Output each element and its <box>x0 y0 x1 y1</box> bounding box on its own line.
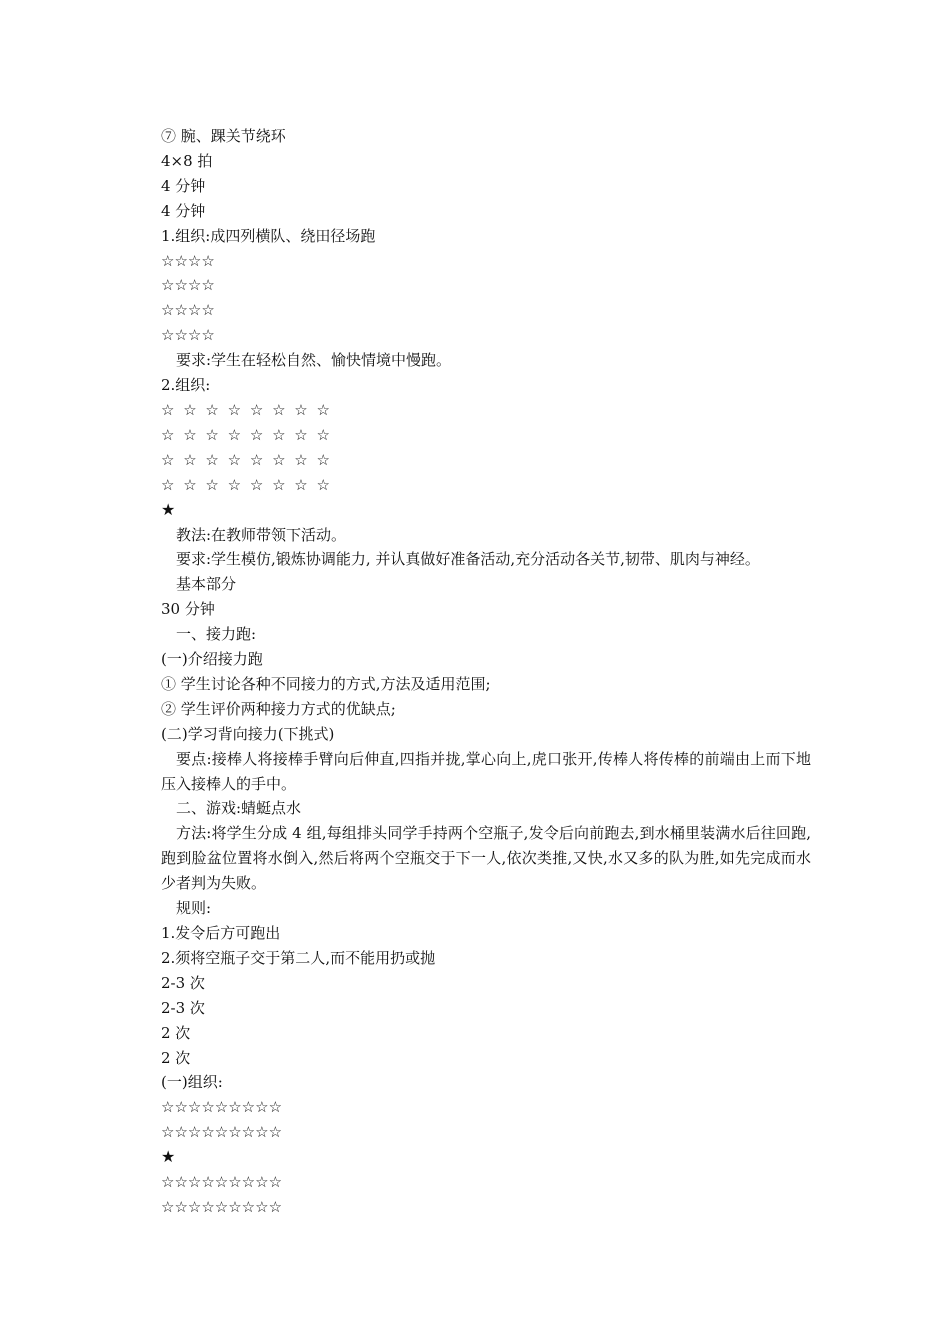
text-line: (一)组织: <box>161 1073 223 1092</box>
star-formation-row: ☆ ☆ ☆ ☆ ☆ ☆ ☆ ☆ <box>161 400 330 419</box>
rules-heading: 规则: <box>176 899 212 918</box>
text-line: 2-3 次 <box>161 973 205 992</box>
teacher-star-marker: ★ <box>161 1147 176 1167</box>
star-formation-row: ☆☆☆☆☆☆☆☆☆ <box>161 1197 283 1216</box>
text-line: 2 次 <box>161 1023 191 1042</box>
text-line: 2.组织: <box>161 376 211 395</box>
text-line: 4×8 拍 <box>161 151 213 170</box>
text-line: 1.组织:成四列横队、绕田径场跑 <box>161 226 376 245</box>
star-formation-row: ☆☆☆☆☆☆☆☆☆ <box>161 1173 283 1192</box>
text-line: (一)介绍接力跑 <box>161 650 263 669</box>
text-line: 2-3 次 <box>161 998 205 1017</box>
text-line: ① 学生讨论各种不同接力的方式,方法及适用范围; <box>161 674 491 693</box>
star-formation-row: ☆ ☆ ☆ ☆ ☆ ☆ ☆ ☆ <box>161 475 330 494</box>
document-body <box>161 124 811 1220</box>
method-paragraph: 教法:在教师带领下活动。 <box>176 525 347 544</box>
text-line: 4 分钟 <box>161 176 206 195</box>
star-formation-row: ☆☆☆☆ <box>161 276 215 295</box>
star-formation-row: ☆☆☆☆ <box>161 301 215 320</box>
text-line: 2.须将空瓶子交于第二人,而不能用扔或抛 <box>161 948 436 967</box>
star-formation-row: ☆☆☆☆☆☆☆☆☆ <box>161 1098 283 1117</box>
star-formation-row: ☆☆☆☆☆☆☆☆☆ <box>161 1123 283 1142</box>
text-line: ② 学生评价两种接力方式的优缺点; <box>161 699 396 718</box>
requirement-paragraph: 要求:学生在轻松自然、愉快情境中慢跑。 <box>176 351 452 370</box>
text-line: ⑦ 腕、踝关节绕环 <box>161 127 286 145</box>
method-paragraph: 方法:将学生分成 4 组,每组排头同学手持两个空瓶子,发令后向前跑去,到水桶里装满水后往回跑,跑到脸盆位置将水倒入,然后将两个空瓶交于下一人,依次类推,又快,水又多的队为胜,如先完成而水少者判为失败。 <box>161 824 811 893</box>
star-formation-row: ☆ ☆ ☆ ☆ ☆ ☆ ☆ ☆ <box>161 425 330 444</box>
star-formation-row: ☆☆☆☆ <box>161 326 215 345</box>
section-heading: 二、游戏:蜻蜓点水 <box>176 799 302 818</box>
section-heading: 一、接力跑: <box>176 625 257 644</box>
requirement-paragraph: 要求:学生模仿,锻炼协调能力, 并认真做好准备活动,充分活动各关节,韧带、肌肉与神经。 <box>176 550 760 569</box>
text-line: (二)学习背向接力(下挑式) <box>161 724 335 743</box>
section-heading: 基本部分 <box>176 575 237 594</box>
text-line: 4 分钟 <box>161 201 206 220</box>
text-line: 1.发令后方可跑出 <box>161 924 281 942</box>
key-points-paragraph: 要点:接棒人将接棒手臂向后伸直,四指并拢,掌心向上,虎口张开,传棒人将传棒的前端由上而下地压入接棒人的手中。 <box>161 749 811 793</box>
teacher-star-marker: ★ <box>161 499 176 519</box>
star-formation-row: ☆ ☆ ☆ ☆ ☆ ☆ ☆ ☆ <box>161 450 330 469</box>
star-formation-row: ☆☆☆☆ <box>161 251 215 270</box>
text-line: 30 分钟 <box>161 600 215 619</box>
text-line: 2 次 <box>161 1048 191 1067</box>
